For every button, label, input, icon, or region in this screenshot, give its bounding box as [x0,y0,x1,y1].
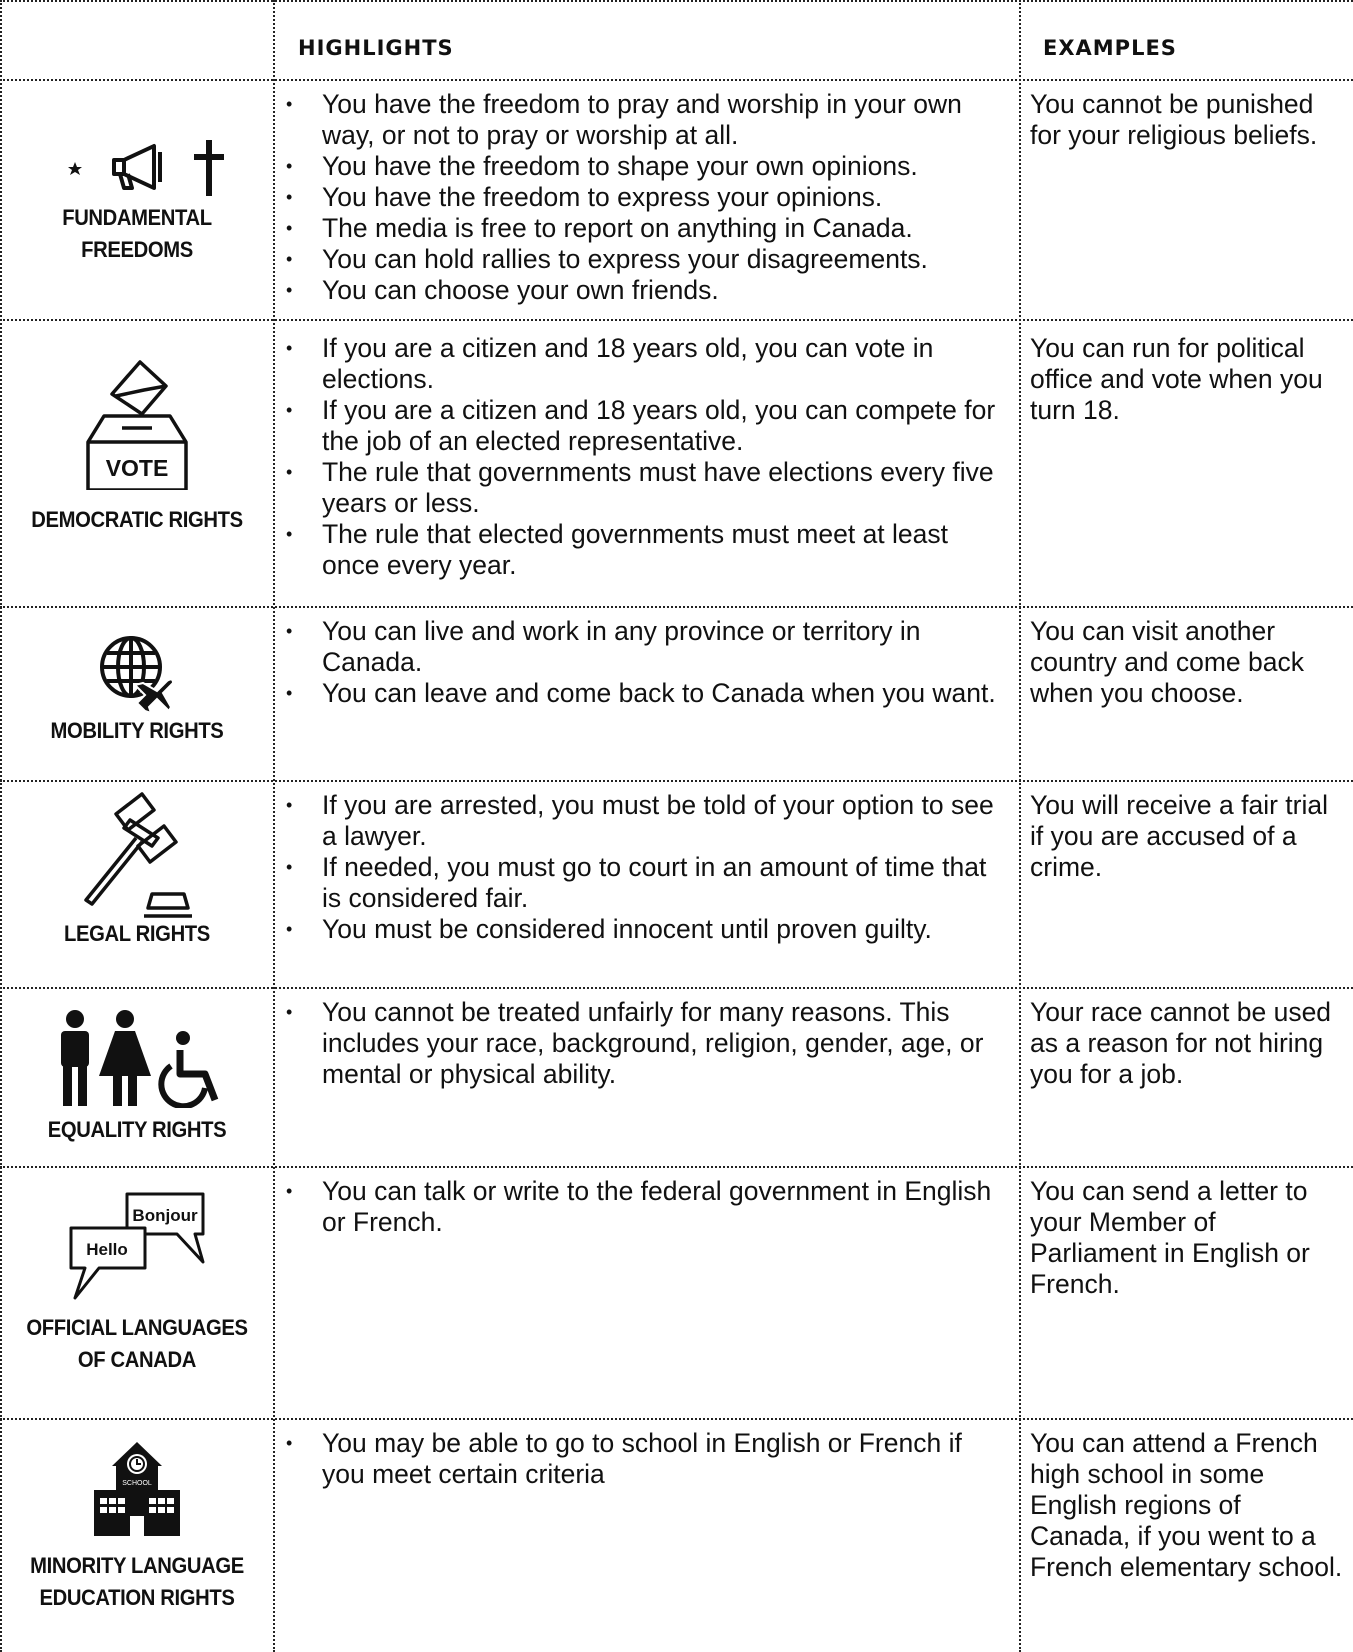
category-fundamental-freedoms [0,138,274,266]
list-item: • The media is free to report on anything in Canada. [282,213,1002,244]
wheelchair-icon [161,1031,215,1106]
highlights-list [282,790,1002,945]
list-item: • You have the freedom to pray and worship in your own way, or not to pray or worship at all. [282,89,1002,151]
speech-bubbles-icon [67,1190,207,1300]
highlights-list [282,89,1002,306]
category-label: MINORITY LANGUAGE EDUCATION RIGHTS [30,1553,244,1610]
highlights-list [282,333,1002,581]
category-label: MOBILITY RIGHTS [50,718,224,743]
megaphone-icon [114,146,160,188]
example-text: You will receive a fair trial if you are accused of a crime. [1030,790,1329,882]
crescent-star-icon [51,146,82,188]
school-label: SCHOOL [122,1480,152,1487]
category-democratic-rights [0,358,274,536]
example-text: You cannot be punished for your religious beliefs. [1030,89,1318,150]
row-divider [0,987,1353,989]
category-official-languages [0,1190,274,1376]
list-item: • You can leave and come back to Canada when you want. [282,678,1002,709]
gavel-icon [72,790,202,920]
category-label: EQUALITY RIGHTS [47,1117,227,1142]
list-item: • The rule that governments must have elections every five years or less. [282,457,1002,519]
highlights-list [282,1428,1002,1490]
list-item: • If you are a citizen and 18 years old, you can vote in elections. [282,333,1002,395]
category-label: DEMOCRATIC RIGHTS [31,507,243,532]
list-item: • You have the freedom to shape your own opinions. [282,151,1002,182]
category-equality-rights [0,1010,274,1146]
man-icon [61,1010,89,1106]
highlights-list [282,997,1002,1090]
cross-icon [194,140,224,196]
row-divider [0,319,1353,321]
category-label: FUNDAMENTAL FREEDOMS [62,205,212,262]
row-divider [0,79,1353,81]
bonjour-text: Bonjour [132,1206,198,1225]
row-divider [0,780,1353,782]
list-item: • You may be able to go to school in English or French if you meet certain criteria [282,1428,1002,1490]
globe-airplane-icon [97,633,177,713]
example-text: You can visit another country and come back when you choose. [1030,616,1304,708]
table-border-top [0,0,1353,2]
list-item: • If needed, you must go to court in an amount of time that is considered fair. [282,852,1002,914]
ballot-box-icon [82,358,192,490]
hello-text: Hello [86,1240,128,1259]
example-text: Your race cannot be used as a reason for not hiring you for a job. [1030,997,1332,1089]
woman-icon [99,1010,151,1106]
example-text: You can attend a French high school in some English regions of Canada, if you went to a French elementary school. [1030,1428,1343,1582]
school-building-icon [92,1440,182,1536]
list-item: • The rule that elected governments must meet at least once every year. [282,519,1002,581]
list-item: • You can choose your own friends. [282,275,1002,306]
list-item: • You can live and work in any province or territory in Canada. [282,616,1002,678]
category-label: OFFICIAL LANGUAGES OF CANADA [26,1315,248,1372]
category-label: LEGAL RIGHTS [64,921,210,946]
highlights-list [282,616,1002,709]
examples-header: EXAMPLES [1043,36,1177,60]
equality-icons [49,1010,225,1108]
category-legal-rights [0,790,274,950]
list-item: • If you are arrested, you must be told of your option to see a lawyer. [282,790,1002,852]
list-item: • If you are a citizen and 18 years old, you can compete for the job of an elected representative. [282,395,1002,457]
highlights-header: HIGHLIGHTS [298,36,454,60]
column-divider [1019,0,1021,1652]
example-text: You can run for political office and vote when you turn 18. [1030,333,1323,425]
example-text: You can send a letter to your Member of Parliament in English or French. [1030,1176,1310,1299]
category-mobility-rights [0,633,274,747]
list-item: • You can hold rallies to express your disagreements. [282,244,1002,275]
highlights-list [282,1176,1002,1238]
row-divider [0,1418,1353,1420]
list-item: • You have the freedom to express your opinions. [282,182,1002,213]
list-item: • You must be considered innocent until proven guilty. [282,914,1002,945]
row-divider [0,1166,1353,1168]
list-item: • You can talk or write to the federal government in English or French. [282,1176,1002,1238]
ballot-box-label: VOTE [105,455,169,481]
category-minority-language-education [0,1440,274,1614]
fundamental-freedoms-icons [42,138,232,196]
row-divider [0,606,1353,608]
list-item: • You cannot be treated unfairly for many reasons. This includes your race, background, religion, gender, age, or mental or physical ability. [282,997,1002,1090]
